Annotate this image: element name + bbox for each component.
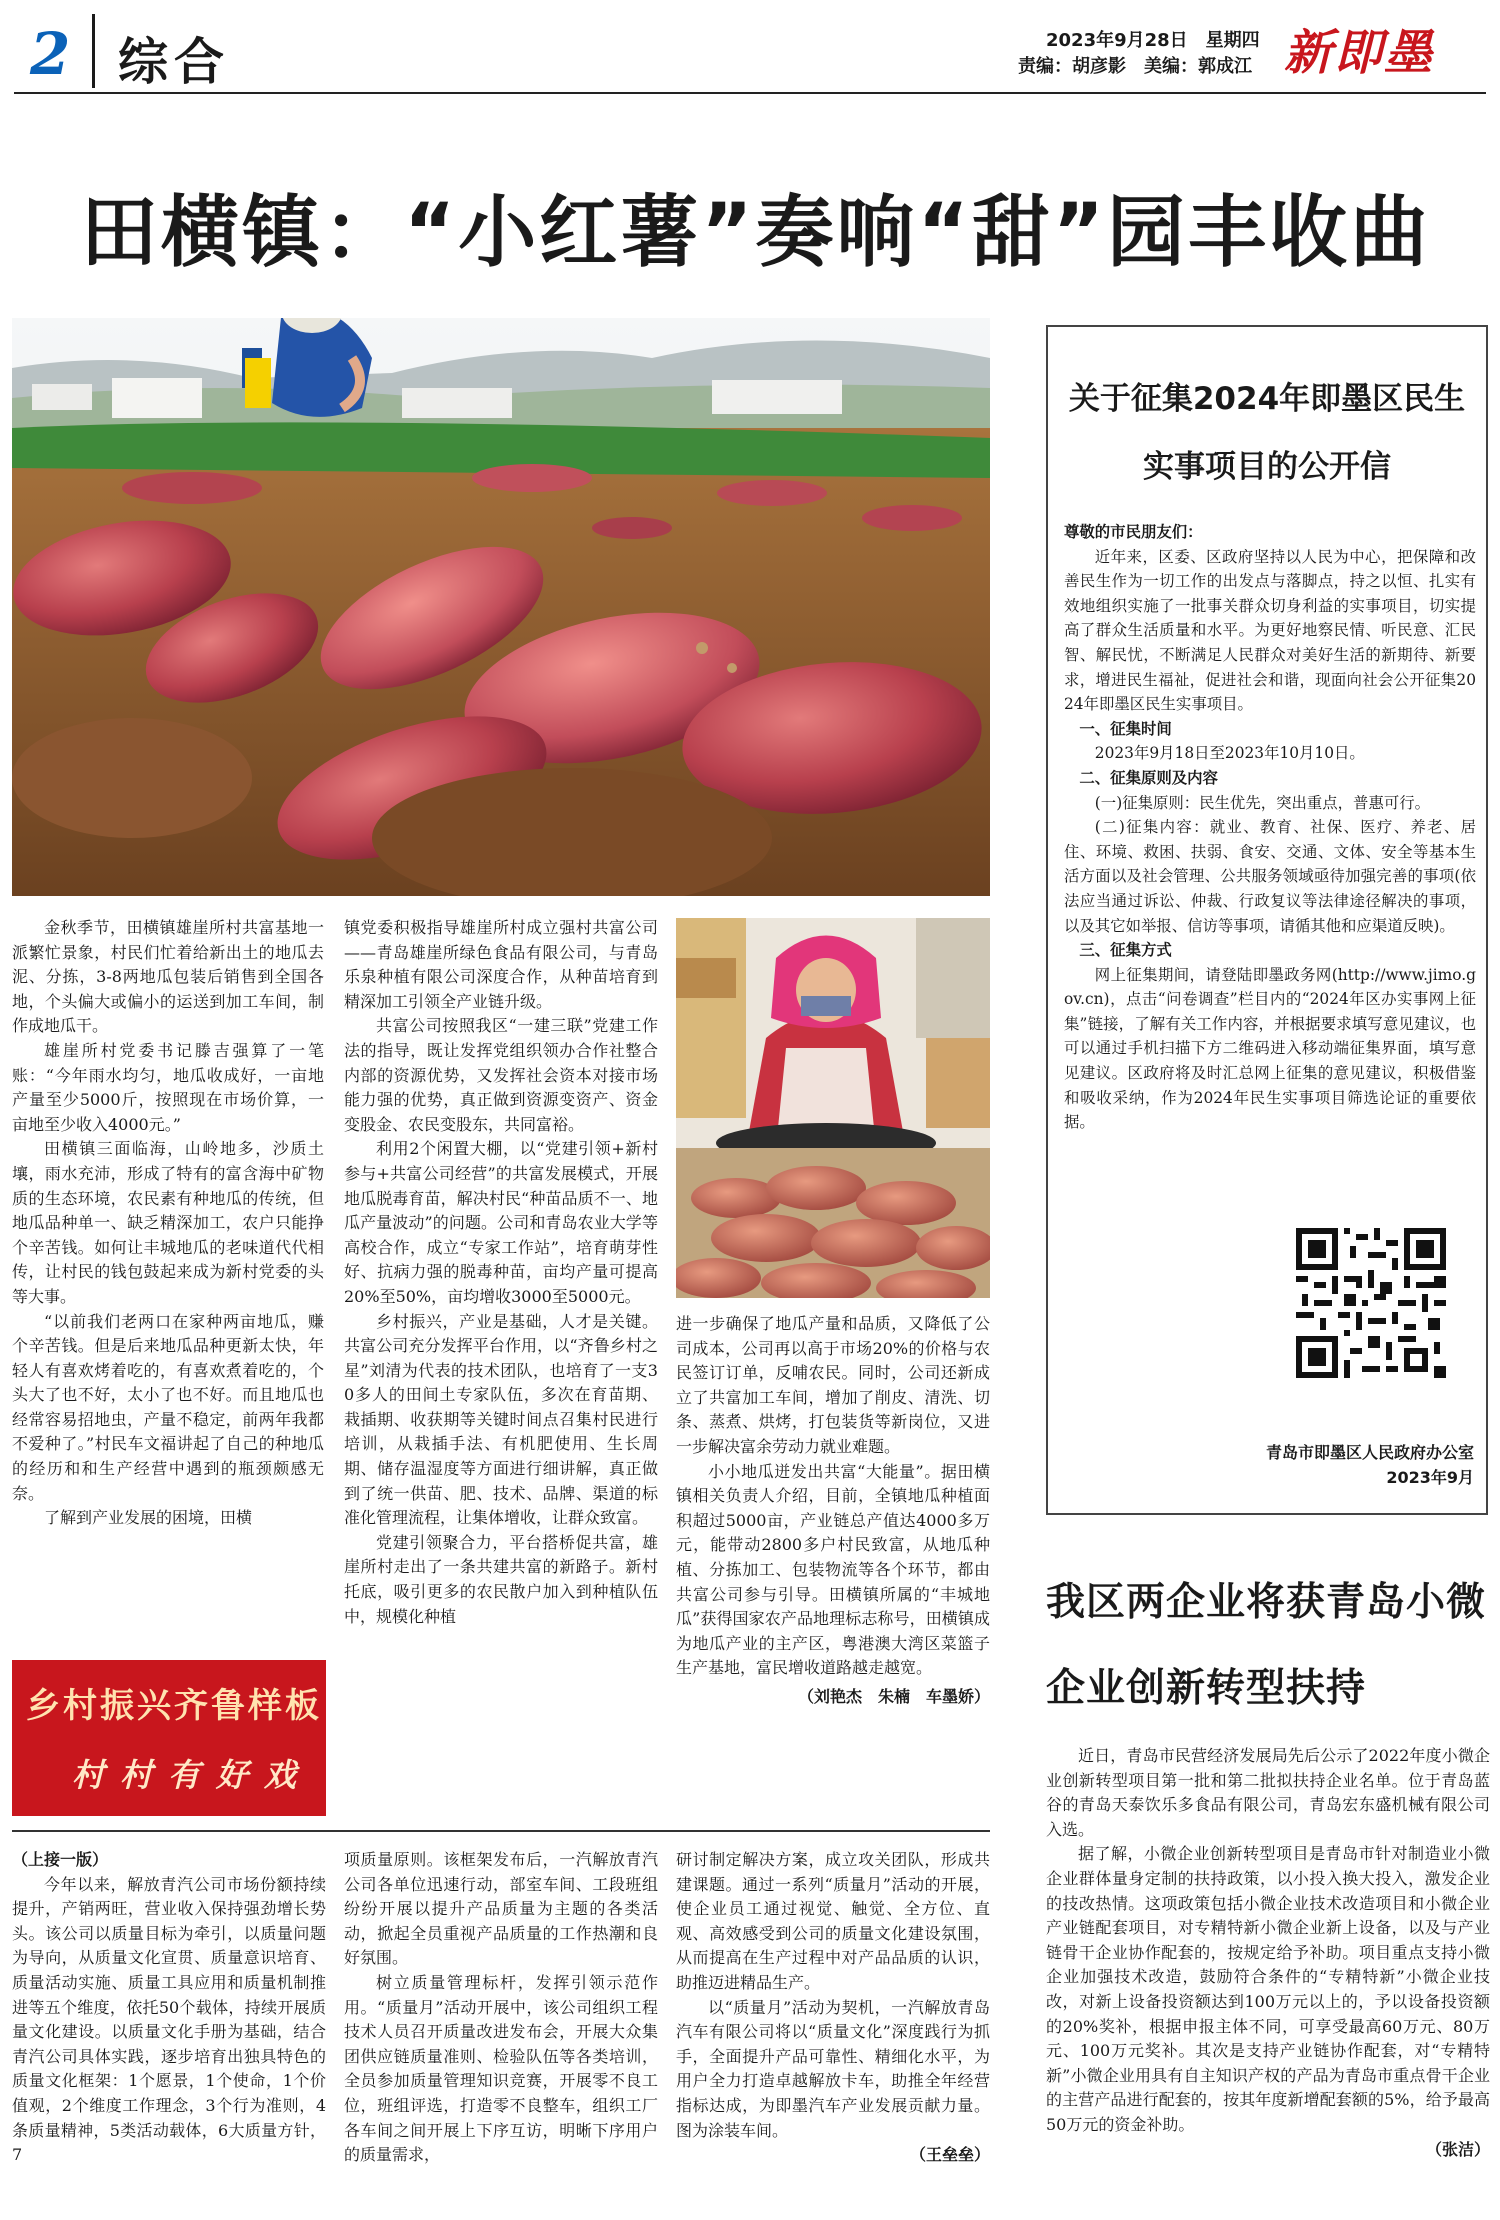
notice-heading: 一、征集时间 [1079,719,1172,738]
paragraph: 项质量原则。该框架发布后，一汽解放青汽公司各单位迅速行动，部室车间、工段班组纷纷开展以提升产品质量为主题的各类活动，掀起全员重视产品质量的工作热潮和良好氛围。 [344,1850,658,1968]
notice-heading: 三、征集方式 [1079,941,1172,960]
article2-body [1046,1744,1490,2162]
notice-title [1050,365,1484,501]
paragraph: “以前我们老两口在家种两亩地瓜，赚个辛苦钱。但是后来地瓜品种更新太快，年轻人有喜欢烤着吃的，有喜欢煮着吃的，个头大了也不好，太小了也不好。而且地瓜也经常容易招地虫，产量不稳定，前两年我都不爱种了。”村民车文福讲起了自己的种地瓜的经历和和生产经营中遇到的瓶颈颇感无奈。 [12,1311,324,1503]
issue-date: 2023年9月28日 星期四 [1046,30,1260,51]
continued-article-col2 [344,1848,658,2168]
article-byline: （张洁） [1425,2139,1490,2159]
paragraph: 田横镇三面临海，山岭地多，沙质土壤，雨水充沛，形成了特有的富含海中矿物质的生态环境，农民素有种地瓜的传统，但地瓜品种单一、缺乏精深加工，农户只能挣个辛苦钱。如何让丰城地瓜的老味道代代相传，让村民的钱包鼓起来成为新村党委的头等大事。 [12,1139,324,1306]
rural-revitalization-banner [12,1660,326,1816]
sorting-worker-photo [676,918,990,1298]
paragraph: 雄崖所村党委书记滕吉强算了一笔账：“今年雨水均匀，地瓜收成好，一亩地产量至少5000斤，按照现在市场价算，一亩地至少收入4000元。” [12,1040,324,1134]
article2-headline [1046,1560,1494,1732]
article2-headline-line2: 企业创新转型扶持 [1046,1666,1367,1711]
continued-label: （上接一版） [12,1850,109,1869]
continued-article-col1 [12,1848,326,2168]
section-divider [12,1830,990,1832]
article-byline: （王垒垒） [909,2145,990,2165]
main-article-col2 [344,916,658,1629]
paragraph: 共富公司按照我区“一建三联”党建工作法的指导，既让发挥党组织领办合作社整合内部的资源优势，又发挥社会资本对接市场能力强的优势，真正做到资源变资产、资金变股金、农民变股东，共同富裕。 [344,1016,658,1134]
page-number: 2 [30,20,69,88]
sweet-potato-field-photo [12,318,990,896]
section-title: 综合 [118,33,230,91]
notice-heading: 二、征集原则及内容 [1079,768,1218,787]
paragraph: 今年以来，解放青汽公司市场份额持续提升，产销两旺，营业收入保持强劲增长势头。该公司以质量目标为牵引，以质量问题为导向，从质量文化宣贯、质量意识培育、质量活动实施、质量工具应用和质量机制推进等五个维度，依托50个载体，持续开展质量文化建设。以质量文化手册为基础，结合青汽公司具体实践，逐步培育出独具特色的质量文化框架：1个愿景，1个使命，1个价值观，2个维度工作理念，3个行为准则，4条质量精神，5类活动载体，6大质量方针，7 [12,1874,326,2165]
paragraph: 进一步确保了地瓜产量和品质，又降低了公司成本，公司再以高于市场20%的价格与农民签订订单，反哺农民。同时，公司还新成立了共富加工车间，增加了削皮、清洗、切条、蒸煮、烘烤，打包装货等新岗位，又进一步解决富余劳动力就业难题。 [676,1314,990,1456]
header-rule [14,92,1486,94]
header-divider [92,14,95,88]
banner-subtitle: 村村有好戏 [72,1756,313,1794]
main-article-col1 [12,916,324,1531]
notice-body [1064,520,1476,1135]
newspaper-logo: 新即墨 [1284,25,1435,81]
main-headline: 田横镇：“小红薯”奏响“甜”园丰收曲 [80,188,1432,278]
notice-title-line1: 关于征集2024年即墨区民生 [1068,381,1466,417]
banner-title: 乡村振兴齐鲁样板 [26,1686,322,1726]
paragraph: 乡村振兴，产业是基础，人才是关键。共富公司充分发挥平台作用，以“齐鲁乡村之星”刘清为代表的技术团队，也培育了一支30多人的田间土专家队伍，多次在育苗期、栽插期、收获期等关键时间点召集村民进行培训，从栽插手法、有机肥使用、生长周期、储存温湿度等方面进行细讲解，真正做到了统一供苗、肥、技术、品牌、渠道的标准化管理流程，让集体增收，让群众致富。 [344,1311,658,1528]
paragraph: 小小地瓜迸发出共富“大能量”。据田横镇相关负责人介绍，目前，全镇地瓜种植面积超过5000亩，产业链总产值达4000多万元，能带动2800多户村民致富，从地瓜种植、分拣加工、包装物流等各个环节，都由共富公司参与引导。田横镇所属的“丰城地瓜”获得国家农产品地理标志称号，田横镇成为地瓜产业的主产区，粤港澳大湾区菜篮子生产基地，富民增收道路越走越宽。 [676,1461,990,1678]
paragraph: 研讨制定解决方案，成立攻关团队，形成共建课题。通过一系列“质量月”活动的开展，使企业员工通过视觉、触觉、全方位、直观、高效感受到公司的质量文化建设氛围，从而提高在生产过程中对产品品质的认识，助推迈进精品生产。 [676,1850,990,1992]
paragraph: 金秋季节，田横镇雄崖所村共富基地一派繁忙景象，村民们忙着给新出土的地瓜去泥、分拣，3-8两地瓜包装后销售到全国各地，个头偏大或偏小的运送到加工车间，制作成地瓜干。 [12,918,324,1036]
paragraph: 镇党委积极指导雄崖所村成立强村共富公司——青岛雄崖所绿色食品有限公司，与青岛乐泉种植有限公司深度合作，从种苗培育到精深加工引领全产业链升级。 [344,918,658,1011]
paragraph: 以“质量月”活动为契机，一汽解放青岛汽车有限公司将以“质量文化”深度践行为抓手，全面提升产品可靠性、精细化水平，为用户全力打造卓越解放卡车，助推全年经营指标达成，为即墨汽车产业发展贡献力量。图为涂装车间。 [676,1997,990,2140]
editors-line: 责编：胡彦影 美编：郭成江 [1018,56,1252,77]
notice-salutation: 尊敬的市民朋友们： [1064,523,1203,541]
paragraph: 2023年9月18日至2023年10月10日。 [1094,744,1365,763]
article-byline: （刘艳杰 朱楠 车墨娇） [797,1686,990,1706]
notice-signature-org: 青岛市即墨区人民政府办公室 [1265,1443,1474,1462]
article2-headline-line1: 我区两企业将获青岛小微 [1046,1580,1487,1625]
paragraph: 网上征集期间，请登陆即墨政务网(http://www.jimo.gov.cn)，点击“问卷调查”栏目内的“2024年区办实事网上征集”链接，了解有关工作内容，并根据要求填写意见建议，也可以通过手机扫描下方二维码进入移动端征集界面，填写意见建议。区政府将及时汇总网上征集的意见建议，积极借鉴和吸收采纳，作为2024年民生实事项目筛选论证的重要依据。 [1064,965,1476,1132]
continued-article-col3 [676,1848,990,2168]
notice-signature-date: 2023年9月 [1386,1468,1474,1487]
paragraph: 了解到产业发展的困境，田横 [44,1508,253,1528]
paragraph: (二)征集内容：就业、教育、社保、医疗、养老、居住、环境、救困、扶弱、食安、交通、文体、安全等基本生活方面以及社会管理、公共服务领域亟待加强完善的事项(依法应当通过诉讼、仲裁、行政复议等法律途径解决的事项，以及其它如举报、信访等事项，请循其他和应渠道反映)。 [1064,818,1476,935]
paragraph: 近日，青岛市民营经济发展局先后公示了2022年度小微企业创新转型项目第一批和第二批拟扶持企业名单。位于青岛蓝谷的青岛天泰饮乐多食品有限公司，青岛宏东盛机械有限公司入选。 [1046,1746,1490,1839]
paragraph: 树立质量管理标杆，发挥引领示范作用。“质量月”活动开展中，该公司组织工程技术人员召开质量改进发布会，开展大众集团供应链质量准则、检验队伍等各类培训，全员参加质量管理知识竞赛，开展零不良工位，班组评选，打造零不良整车，组织工厂各车间之间开展上下序互访，明晰下序用户的质量需求， [344,1972,658,2165]
paragraph: 据了解，小微企业创新转型项目是青岛市针对制造业小微企业群体量身定制的扶持政策，以小投入换大投入，激发企业的技改热情。这项政策包括小微企业技术改造项目和小微企业产业链配套项目，对专精特新小微企业新上设备，以及与产业链骨干企业协作配套的，按规定给予补助。项目重点支持小微企业加强技术改造，鼓励符合条件的“专精特新”小微企业技改，对新上设备投资额达到100万元以上的，予以设备投资额的20%奖补，根据申报主体不同，可享受最高60万元、80万元、100万元奖补。其次是支持产业链协作配套，对“专精特新”小微企业用具有自主知识产权的产品为青岛市重点骨干企业的主营产品进行配套的，按其年度新增配套额的5%，给予最高50万元的资金补助。 [1046,1844,1490,2134]
qr-code-icon[interactable] [1296,1228,1446,1378]
main-article-col3 [676,1312,990,1710]
paragraph: 利用2个闲置大棚，以“党建引领+新村参与+共富公司经营”的共富发展模式，开展地瓜脱毒育苗，解决村民“种苗品质不一、地瓜产量波动”的问题。公司和青岛农业大学等高校合作，成立“专家工作站”，培育萌芽性好、抗病力强的脱毒种苗，亩均产量可提高20%至50%，亩均增收3000至5000元。 [344,1139,658,1306]
paragraph: 党建引领聚合力，平台搭桥促共富，雄崖所村走出了一条共建共富的新路子。新村托底，吸引更多的农民散户加入到种植队伍中，规模化种植 [344,1532,658,1626]
notice-title-line2: 实事项目的公开信 [1143,449,1391,485]
notice-signature [1070,1440,1474,1490]
paragraph: (一)征集原则：民生优先，突出重点，普惠可行。 [1094,793,1431,812]
paragraph: 近年来，区委、区政府坚持以人民为中心，把保障和改善民生作为一切工作的出发点与落脚点，持之以恒、扎实有效地组织实施了一批事关群众切身利益的实事项目，切实提高了群众生活质量和水平。为更好地察民情、听民意、汇民智、解民忧，不断满足人民群众对美好生活的新期待、新要求，增进民生福祉，促进社会和谐，现面向社会公开征集2024年即墨区民生实事项目。 [1064,547,1476,714]
